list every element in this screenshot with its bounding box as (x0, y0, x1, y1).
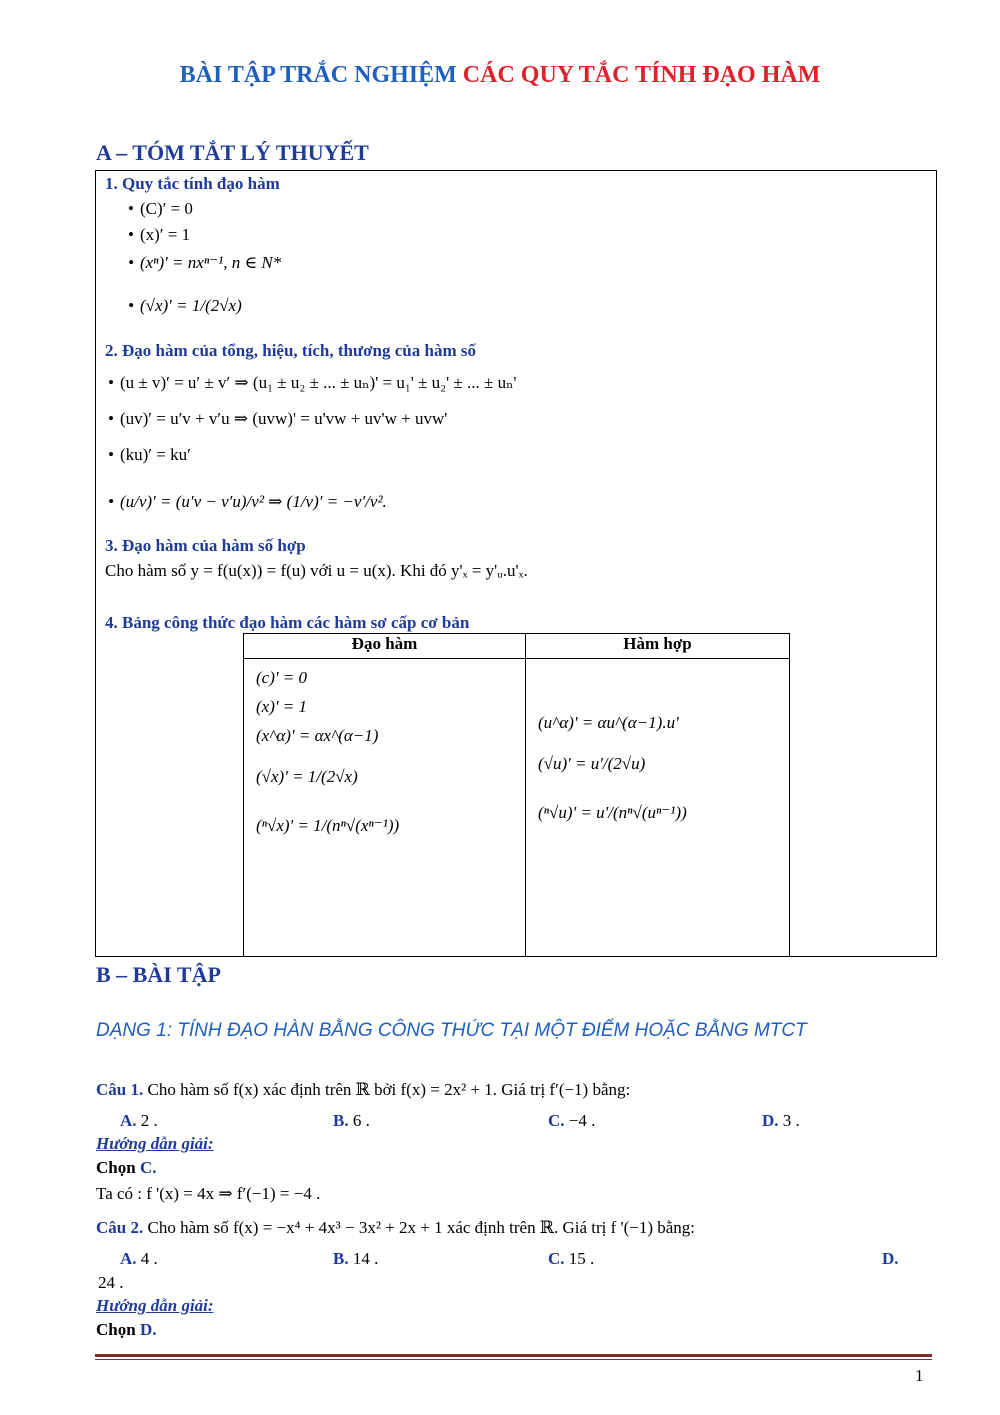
page-number: 1 (915, 1366, 924, 1385)
question-2 (96, 1218, 695, 1238)
page-title (0, 62, 1000, 89)
theory-heading-1: 1. Quy tắc tính đạo hàm (105, 174, 280, 193)
section-b-heading: B – BÀI TẬP (96, 962, 221, 987)
title-part2: CÁC QUY TẮC TÍNH ĐẠO HÀM (462, 62, 821, 88)
footer-rule-thin (95, 1359, 932, 1360)
rule-constant: • (C)′ = 0 (128, 199, 193, 219)
table-formula: (c)' = 0 (256, 668, 307, 687)
solution-text: Ta có : f '(x) = 4x ⇒ f′(−1) = −4 . (96, 1184, 321, 1203)
title-part1: BÀI TẬP TRẮC NGHIỆM (179, 62, 463, 88)
table-formula: (ⁿ√x)' = 1/(nⁿ√(xⁿ⁻¹)) (256, 816, 400, 835)
table-formula: (x)' = 1 (256, 697, 307, 716)
theory-heading-2: 2. Đạo hàm của tổng, hiệu, tích, thương của hàm số (105, 341, 476, 360)
rule-x: • (x)′ = 1 (128, 225, 190, 245)
question-label: Câu 2. (96, 1218, 144, 1237)
option-c: C. −4 . (548, 1111, 596, 1130)
solution-heading: Hướng dẫn giải: (96, 1134, 214, 1153)
question-1 (96, 1080, 630, 1100)
table-right-cell (526, 659, 790, 957)
answer-choice: Chọn C. (96, 1158, 157, 1177)
table-formula: (√x)' = 1/(2√x) (256, 767, 358, 786)
answer-choice: Chọn D. (96, 1320, 157, 1339)
rule-chain: Cho hàm số y = f(u(x)) = f(u) với u = u(x). Khi đó y'ₓ = y'ᵤ.u'ₓ. (105, 561, 528, 580)
theory-heading-3: 3. Đạo hàm của hàm số hợp (105, 536, 306, 555)
option-a: A. 2 . (120, 1111, 158, 1130)
solution-heading: Hướng dẫn giải: (96, 1296, 214, 1315)
table-formula: (√u)' = u'/(2√u) (538, 754, 646, 773)
table-formula: (u^α)' = αu^(α−1).u' (538, 713, 679, 732)
rule-sum: • (u ± v)′ = u′ ± v′ ⇒ (u₁ ± u₂ ± ... ± uₙ)' = u₁' ± u₂' ± ... ± uₙ' (108, 373, 516, 393)
option-d: D. 3 . (762, 1111, 800, 1130)
table-formula: (x^α)' = αx^(α−1) (256, 726, 379, 745)
exercise-type-heading: DẠNG 1: TÍNH ĐẠO HÀN BẰNG CÔNG THỨC TẠI MỘT ĐIỂM HOẶC BẰNG MTCT (96, 1020, 807, 1041)
question-text: Cho hàm số f(x) xác định trên ℝ bởi f(x) = 2x² + 1. Giá trị f′(−1) bằng: (147, 1080, 631, 1099)
rule-power: • (xⁿ)' = nxⁿ⁻¹, n ∈ N* (128, 253, 281, 273)
option-a: A. 4 . (120, 1249, 158, 1268)
option-d-label: D. (882, 1249, 899, 1268)
section-a-heading: A – TÓM TẮT LÝ THUYẾT (96, 140, 369, 165)
question-label: Câu 1. (96, 1080, 144, 1099)
table-formula: (ⁿ√u)' = u'/(nⁿ√(uⁿ⁻¹)) (538, 803, 687, 822)
rule-product: • (uv)′ = u′v + v′u ⇒ (uvw)' = u'vw + uv'w + uvw' (108, 409, 447, 429)
derivative-table (243, 633, 790, 957)
option-b: B. 6 . (333, 1111, 370, 1130)
rule-sqrt: • (√x)′ = 1/(2√x) (128, 296, 242, 316)
option-b: B. 14 . (333, 1249, 379, 1268)
option-c: C. 15 . (548, 1249, 595, 1268)
rule-constant-multiple: • (ku)′ = ku′ (108, 445, 191, 465)
table-left-cell (244, 659, 526, 957)
footer-rule (95, 1354, 932, 1357)
table-header-composite: Hàm hợp (526, 634, 790, 659)
option-d-value: 24 . (98, 1273, 124, 1292)
table-header-derivative: Đạo hàm (244, 634, 526, 659)
rule-quotient: • (u/v)′ = (u′v − v′u)/v² ⇒ (1/v)′ = −v′/v². (108, 492, 387, 512)
question-text: Cho hàm số f(x) = −x⁴ + 4x³ − 3x² + 2x + 1 xác định trên ℝ. Giá trị f '(−1) bằng: (147, 1218, 696, 1237)
theory-heading-4: 4. Bảng công thức đạo hàm các hàm sơ cấp cơ bản (105, 613, 470, 632)
